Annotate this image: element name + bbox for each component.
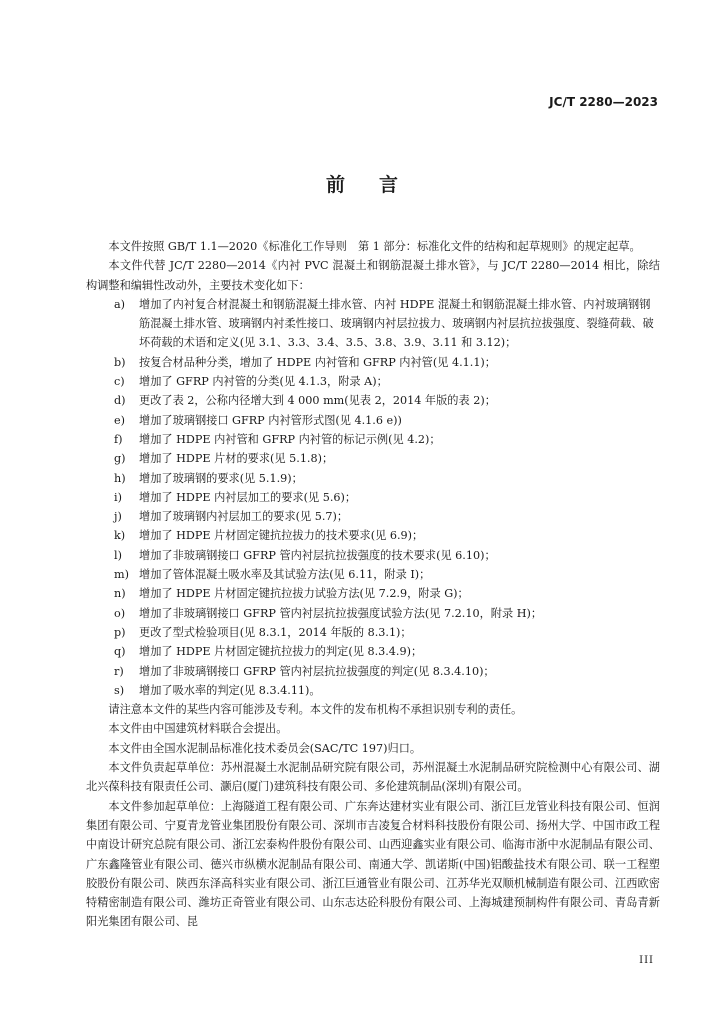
list-item: [86, 411, 660, 430]
list-text: 增加了玻璃钢内衬层加工的要求(见 5.7)；: [139, 510, 349, 524]
list-marker: s): [114, 683, 125, 697]
list-marker: c): [114, 375, 125, 389]
list-text: 更改了型式检验项目(见 8.3.1，2014 年版的 8.3.1)；: [139, 625, 412, 639]
list-item: [86, 449, 660, 468]
list-marker: q): [114, 645, 126, 659]
list-text: 增加了非玻璃钢接口 GFRP 管内衬层抗拉拔强度的判定(见 8.3.4.10)；: [139, 664, 495, 678]
list-item: [86, 469, 660, 488]
list-text: 增加了非玻璃钢接口 GFRP 管内衬层抗拉拔强度的技术要求(见 6.10)；: [139, 548, 496, 562]
list-marker: j): [114, 510, 122, 524]
patent-notice: 请注意本文件的某些内容可能涉及专利。本文件的发布机构不承担识别专利的责任。: [108, 703, 523, 717]
list-marker: k): [114, 529, 126, 543]
list-text: 增加了管体混凝土吸水率及其试验方法(见 6.11，附录 I)；: [139, 568, 431, 582]
list-marker: b): [114, 355, 126, 369]
list-item: [86, 430, 660, 449]
list-text: 增加了 HDPE 片材固定键抗拉拔力的判定(见 8.3.4.9)；: [139, 645, 423, 659]
lead-drafters-paragraph: 本文件负责起草单位：苏州混凝土水泥制品研究院有限公司，苏州混凝土水泥制品研究院检测中心有限公司、湖北兴葆科技有限责任公司、灏启(厦门)建筑科技有限公司、多伦建筑制品(深圳)有限公司。: [86, 761, 660, 794]
list-marker: o): [114, 606, 126, 620]
list-text: 增加了吸水率的判定(见 8.3.4.11)。: [139, 683, 321, 697]
list-text: 增加了 HDPE 片材的要求(见 5.1.8)；: [139, 452, 334, 466]
list-item: [86, 565, 660, 584]
list-item: [86, 488, 660, 507]
intro-paragraph: 本文件代替 JC/T 2280—2014《内衬 PVC 混凝土和钢筋混凝土排水管》，与 JC/T 2280—2014 相比，除结构调整和编辑性改动外，主要技术变化如下：: [86, 259, 660, 292]
list-item: [86, 546, 660, 565]
list-marker: i): [114, 490, 122, 504]
page-title: 前言: [325, 174, 432, 196]
list-marker: a): [114, 297, 126, 311]
participating-drafters-paragraph: 本文件参加起草单位：上海隧道工程有限公司、广东奔达建材实业有限公司、浙江巨龙管业科技有限公司、恒润集团有限公司、宁夏青龙管业集团股份有限公司、深圳市吉凌复合材料科技股份有限公司、扬州大学、中国市政工程中南设计研究总院有限公司、浙江宏泰构件股份有限公司、山西迎鑫实业有限公司、临海市浙中水泥制品有限公司、广东鑫隆管业有限公司、德兴市纵横水泥制品有限公司、南通大学、凯诺斯(中国)铝酸盐技术有限公司、联一工程塑胶股份有限公司、陕西东泽高科实业有限公司、浙江巨通管业有限公司、江苏华光双顺机械制造有限公司、江西欧密特精密制造有限公司、潍坊正奇管业有限公司、山东志达砼科股份有限公司、上海城建预制构件有限公司、青岛青新阳光集团有限公司、昆: [86, 799, 660, 929]
list-text: 增加了内衬复合材混凝土和钢筋混凝土排水管、内衬 HDPE 混凝土和钢筋混凝土排水管、内衬玻璃钢钢筋混凝土排水管、玻璃钢内衬柔性接口、玻璃钢内衬层拉拔力、玻璃钢内衬层抗拉拔强度、裂缝荷载、破坏荷载的术语和定义(见 3.1、3.3、3.4、3.5、3.8、3.9、3.11 和 3.12)；: [139, 297, 654, 350]
list-item: [86, 353, 660, 372]
list-item: [86, 681, 660, 700]
document-body: [86, 237, 660, 932]
list-item: [86, 372, 660, 391]
standard-number: JC/T 2280—2023: [549, 95, 658, 109]
list-marker: n): [114, 587, 126, 601]
list-item: [86, 662, 660, 681]
list-text: 增加了 HDPE 内衬层加工的要求(见 5.6)；: [139, 490, 357, 504]
list-text: 增加了 HDPE 片材固定键抗拉拔力的技术要求(见 6.9)；: [139, 529, 424, 543]
list-text: 增加了玻璃钢接口 GFRP 内衬管形式图(见 4.1.6 e)): [139, 413, 402, 427]
list-text: 增加了 HDPE 片材固定键抗拉拔力试验方法(见 7.2.9，附录 G)；: [139, 587, 469, 601]
list-item: [86, 507, 660, 526]
proposer-paragraph: 本文件由中国建筑材料联合会提出。: [108, 722, 288, 736]
list-marker: m): [114, 568, 129, 582]
list-item: [86, 623, 660, 642]
list-item: [86, 642, 660, 661]
list-marker: l): [114, 548, 122, 562]
list-item: [86, 604, 660, 623]
list-marker: h): [114, 471, 126, 485]
list-item: [86, 295, 660, 353]
list-text: 增加了 HDPE 内衬管和 GFRP 内衬管的标记示例(见 4.2)；: [139, 432, 441, 446]
change-list: [86, 295, 660, 700]
list-text: 更改了表 2，公称内径增大到 4 000 mm(见表 2，2014 年版的表 2)；: [139, 394, 496, 408]
list-marker: p): [114, 625, 126, 639]
committee-paragraph: 本文件由全国水泥制品标准化技术委员会(SAC/TC 197)归口。: [108, 741, 422, 755]
page-number: III: [639, 955, 654, 966]
list-item: [86, 526, 660, 545]
list-item: [86, 391, 660, 410]
list-marker: r): [114, 664, 124, 678]
list-text: 增加了玻璃钢的要求(见 5.1.9)；: [139, 471, 303, 485]
list-marker: e): [114, 413, 125, 427]
list-marker: d): [114, 394, 126, 408]
list-marker: f): [114, 432, 123, 446]
intro-paragraph: 本文件按照 GB/T 1.1—2020《标准化工作导则 第 1 部分：标准化文件的结构和起草规则》的规定起草。: [108, 240, 641, 253]
list-item: [86, 584, 660, 603]
list-text: 增加了非玻璃钢接口 GFRP 管内衬层抗拉拔强度试验方法(见 7.2.10，附录 H)；: [139, 606, 543, 620]
list-text: 增加了 GFRP 内衬管的分类(见 4.1.3，附录 A)；: [139, 375, 388, 389]
list-marker: g): [114, 452, 126, 466]
list-text: 按复合材品种分类，增加了 HDPE 内衬管和 GFRP 内衬管(见 4.1.1)；: [139, 355, 496, 369]
